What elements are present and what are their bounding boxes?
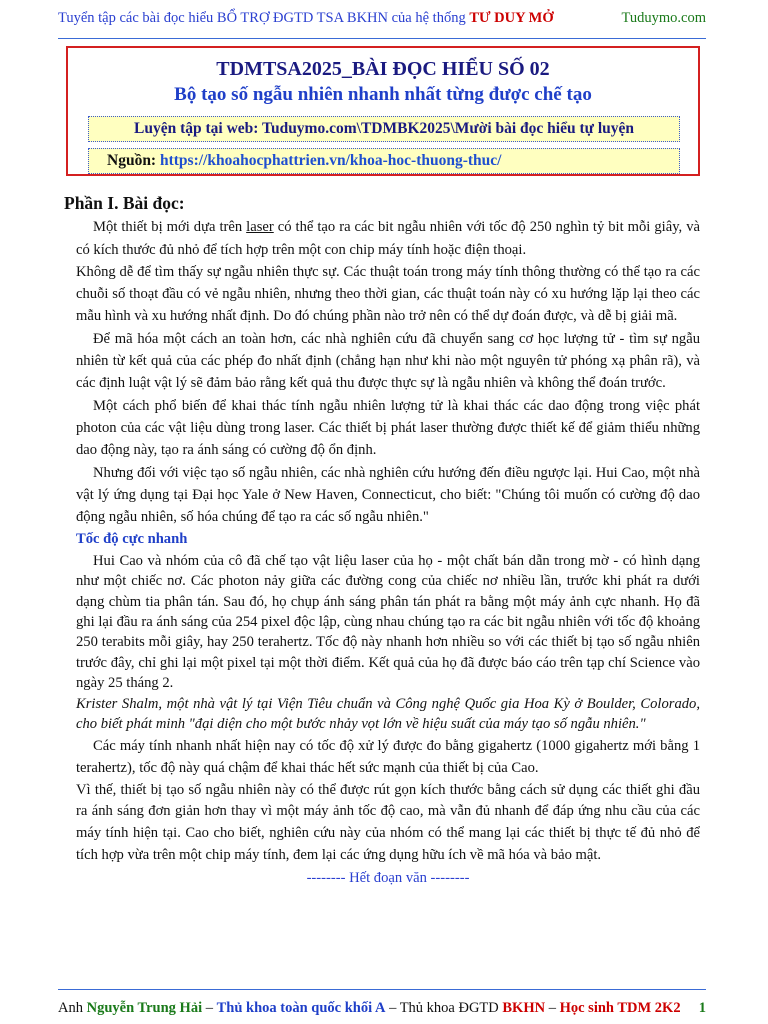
header-brand: TƯ DUY MỞ bbox=[469, 10, 554, 26]
footer-bkhn: BKHN bbox=[502, 1000, 546, 1016]
page-header bbox=[58, 10, 706, 32]
document-title: Bộ tạo số ngẫu nhiên nhanh nhất từng được chế tạo bbox=[174, 84, 592, 105]
footer-text: – bbox=[545, 1000, 560, 1016]
source-banner bbox=[88, 148, 680, 174]
subheading: Tốc độ cực nhanh bbox=[76, 531, 188, 548]
section-heading: Phần I. Bài đọc: bbox=[64, 193, 185, 213]
paragraph-2: Không dễ để tìm thấy sự ngẫu nhiên thực sự. Các thuật toán trong máy tính thông thường có thể tạo ra các chuỗi số thoạt đầu có vẻ ngẫu nhiên, nhưng theo thời gian, các thuật toán này có xu hướng lặp lại theo các mẫu hình và xu hướng nhất định. Do đó chúng phần nào trở nên có thể dự đoán được, và dễ bị giải mã. bbox=[76, 263, 700, 325]
paragraph-1 bbox=[76, 216, 700, 261]
footer-text: – bbox=[202, 1000, 217, 1016]
header-divider bbox=[58, 38, 706, 39]
header-prefix: Tuyển tập các bài đọc hiểu BỔ TRỢ ĐGTD TSA BKHN của hệ thống bbox=[58, 10, 470, 26]
paragraph-9: Vì thế, thiết bị tạo số ngẫu nhiên này có thể được rút gọn kích thước bằng cách sử dụng các thiết ghi đầu ra ánh sáng đơn giản hơn thay vì một máy ảnh tốc độ cao, mà vẫn đủ nhanh để đáp ứng nhu cầu của các máy tính hiện tại. Cao cho biết, nghiên cứu này của nhóm có thể mang lại các thiết bị thực tế đủ nhỏ để tích hợp vừa trên một chip máy tính, đem lại các ứng dụng hữu ích về mã hóa và bảo mật. bbox=[76, 781, 700, 863]
footer-credit bbox=[58, 1000, 681, 1017]
document-code: TDMTSA2025_BÀI ĐỌC HIỂU SỐ 02 bbox=[216, 58, 550, 80]
source-link[interactable]: https://khoahocphattrien.vn/khoa-hoc-thuong-thuc/ bbox=[159, 152, 502, 169]
paragraph-6: Hui Cao và nhóm của cô đã chế tạo vật liệu laser của họ - một chất bán dẫn trong mờ - có hình dạng như một chiếc nơ. Các photon nảy giữa các đường cong của chiếc nơ nhiều lần, trước khi phát ra dưới dạng chùm tia phân tán. Sau đó, họ chụp ánh sáng phân tán phát ra bằng một máy ảnh cực nhanh. Họ đã ghi lại đầu ra ánh sáng của 254 pixel độc lập, cùng nhau chúng tạo ra các bit ngẫu nhiên với tốc độ khoảng 250 terabits mỗi giây, hay 250 terahertz. Tốc độ này nhanh hơn nhiều so với các thiết bị tạo số ngẫu nhiên trước đây, chỉ ghi lại một pixel tại một thời điểm. Kết quả của họ đã được báo cáo trên tạp chí Science vào ngày 25 tháng 2. bbox=[76, 552, 700, 692]
paragraph-3: Để mã hóa một cách an toàn hơn, các nhà nghiên cứu đã chuyển sang cơ học lượng tử - tìm sự ngẫu nhiên từ kết quả của các phép đo nhất định (chẳng hạn như khi nào một nguyên tử phóng xạ phân rã), và các định luật vật lý sẽ đảm bảo rằng kết quả thu được thực sự là ngẫu nhiên và không thể đoán trước. bbox=[76, 330, 700, 392]
end-marker: -------- Hết đoạn văn -------- bbox=[306, 869, 470, 886]
author-name: Nguyễn Trung Hải bbox=[86, 1000, 203, 1016]
title-box bbox=[66, 46, 700, 176]
footer-tdm: Học sinh TDM 2K2 bbox=[559, 1000, 681, 1016]
paragraph-4: Một cách phổ biến để khai thác tính ngẫu nhiên lượng tử là khai thác các dao động trong việc phát photon của các vật liệu dùng trong laser. Các thiết bị phát laser thường được thiết kế để giảm thiểu những dao động này, tạo ra ánh sáng có cường độ ổn định. bbox=[76, 397, 700, 459]
laser-link[interactable]: laser bbox=[246, 219, 274, 236]
footer-text: Anh bbox=[58, 1000, 87, 1016]
author-title: Thủ khoa toàn quốc khối A bbox=[216, 1000, 386, 1016]
paragraph-text: có thể tạo ra các bit ngẫu nhiên với tốc độ 250 nghìn tỷ bit mỗi giây, và có kích thước đủ nhỏ để tích hợp trên một con chip máy tính hoặc điện thoại. bbox=[76, 219, 700, 258]
practice-banner: Luyện tập tại web: Tuduymo.com\TDMBK2025\Mười bài đọc hiểu tự luyện bbox=[88, 116, 680, 142]
paragraph-5: Nhưng đối với việc tạo số ngẫu nhiên, các nhà nghiên cứu hướng đến điều ngược lại. Hui Cao, một nhà vật lý ứng dụng tại Đại học Yale ở New Haven, Connecticut, cho biết: "Chúng tôi muốn có cường độ dao động ngẫu nhiên, số hóa chúng để tạo ra các số ngẫu nhiên." bbox=[76, 464, 700, 526]
header-series-text bbox=[58, 10, 554, 27]
paragraph-7-quote: Krister Shalm, một nhà vật lý tại Viện Tiêu chuẩn và Công nghệ Quốc gia Hoa Kỳ ở Boulder, Colorado, cho biết phát minh "đại diện cho một bước nhảy vọt lớn về hiệu suất của máy tạo số ngẫu nhiên." bbox=[76, 695, 700, 733]
page-number: 1 bbox=[698, 1000, 706, 1016]
paragraph-8: Các máy tính nhanh nhất hiện nay có tốc độ xử lý được đo bằng gigahertz (1000 gigahertz mới bằng 1 terahertz), tốc độ này quá chậm để khai thác hết sức mạnh của thiết bị của Cao. bbox=[76, 738, 700, 777]
paragraph-text: Một thiết bị mới dựa trên bbox=[93, 219, 247, 236]
header-site-link[interactable]: Tuduymo.com bbox=[621, 10, 706, 26]
footer-text: – Thủ khoa ĐGTD bbox=[385, 1000, 503, 1016]
source-label: Nguồn: bbox=[107, 152, 160, 169]
article-body bbox=[64, 192, 700, 889]
footer-divider bbox=[58, 989, 706, 990]
